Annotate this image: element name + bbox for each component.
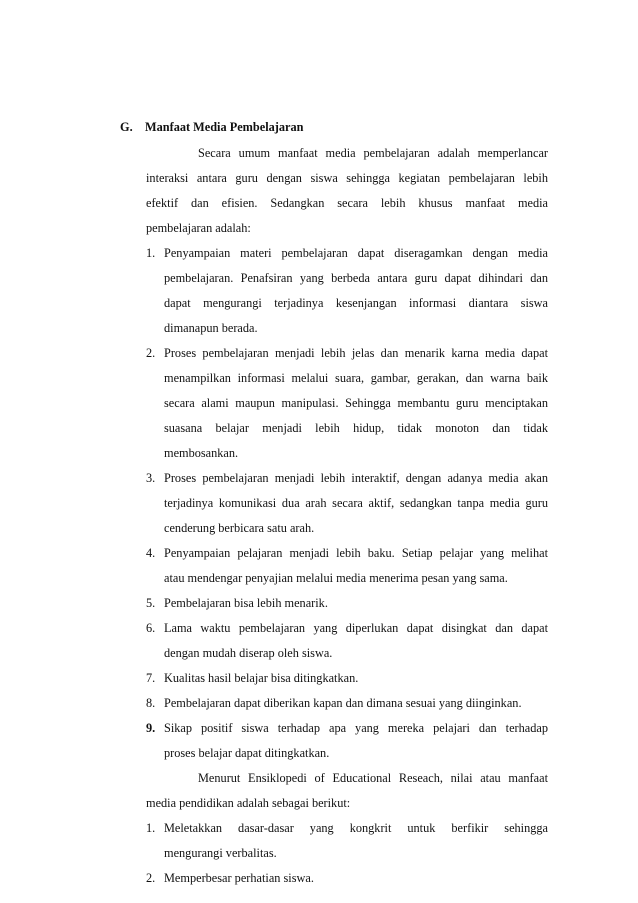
intro2-line: media pendidikan adalah sebagai berikut: (146, 796, 351, 810)
list-item-line: suasana belajar menjadi lebih hidup, tidak monoton dan tidak (164, 421, 548, 435)
list-item-line: secara alami maupun manipulasi. Sehingga membantu guru menciptakan (164, 396, 548, 410)
list-item-line: Sikap positif siswa terhadap apa yang mereka pelajari dan terhadap (164, 721, 548, 735)
list-item-line: Pembelajaran bisa lebih menarik. (164, 596, 328, 610)
list-number: 2. (146, 346, 156, 360)
intro-line: interaksi antara guru dengan siswa sehingga kegiatan pembelajaran lebih (146, 171, 548, 185)
list-number: 4. (146, 546, 156, 560)
list-number: 3. (146, 471, 156, 485)
list-item-line: pembelajaran. Penafsiran yang berbeda antara guru dapat dihindari dan (164, 271, 548, 285)
list-item-line: proses belajar dapat ditingkatkan. (164, 746, 330, 760)
list-item-line: cenderung berbicara satu arah. (164, 521, 315, 535)
list-number: 7. (146, 671, 156, 685)
list-item-line: Memperbesar perhatian siswa. (164, 871, 314, 885)
list-number: 9. (146, 721, 156, 735)
list-item-line: dengan mudah diserap oleh siswa. (164, 646, 333, 660)
intro-line: Secara umum manfaat media pembelajaran adalah memperlancar (198, 146, 548, 160)
list-number: 6. (146, 621, 156, 635)
intro-line: efektif dan efisien. Sedangkan secara lebih khusus manfaat media (146, 196, 548, 210)
list-item-line: membosankan. (164, 446, 239, 460)
list-item-line: mengurangi verbalitas. (164, 846, 277, 860)
list-item-line: terjadinya komunikasi dua arah secara aktif, sedangkan tanpa media guru (164, 496, 548, 510)
list-item-line: dimanapun berada. (164, 321, 258, 335)
list-item-line: menampilkan informasi melalui suara, gambar, gerakan, dan warna baik (164, 371, 548, 385)
list-item-line: Lama waktu pembelajaran yang diperlukan dapat disingkat dan dapat (164, 621, 548, 635)
section-heading (120, 120, 303, 135)
list-item-line: Proses pembelajaran menjadi lebih jelas dan menarik karna media dapat (164, 346, 548, 360)
list-item-line: Kualitas hasil belajar bisa ditingkatkan. (164, 671, 359, 685)
intro-line: pembelajaran adalah: (146, 221, 251, 235)
list-item-line: atau mendengar penyajian melalui media menerima pesan yang sama. (164, 571, 508, 585)
list-item-line: dapat mengurangi terjadinya kesenjangan informasi diantara siswa (164, 296, 548, 310)
list-number: 1. (146, 821, 156, 835)
section-letter: G. (120, 120, 133, 134)
list-item-line: Penyampaian materi pembelajaran dapat diseragamkan dengan media (164, 246, 548, 260)
list-item-line: Penyampaian pelajaran menjadi lebih baku. Setiap pelajar yang melihat (164, 546, 548, 560)
list-item-line: Pembelajaran dapat diberikan kapan dan dimana sesuai yang diinginkan. (164, 696, 522, 710)
list-number: 8. (146, 696, 156, 710)
list-item-line: Meletakkan dasar-dasar yang kongkrit untuk berfikir sehingga (164, 821, 548, 835)
list-number: 2. (146, 871, 156, 885)
list-number: 5. (146, 596, 156, 610)
list-item-line: Proses pembelajaran menjadi lebih interaktif, dengan adanya media akan (164, 471, 548, 485)
intro2-line: Menurut Ensiklopedi of Educational Reseach, nilai atau manfaat (198, 771, 548, 785)
list-number: 1. (146, 246, 156, 260)
section-title: Manfaat Media Pembelajaran (145, 120, 304, 134)
